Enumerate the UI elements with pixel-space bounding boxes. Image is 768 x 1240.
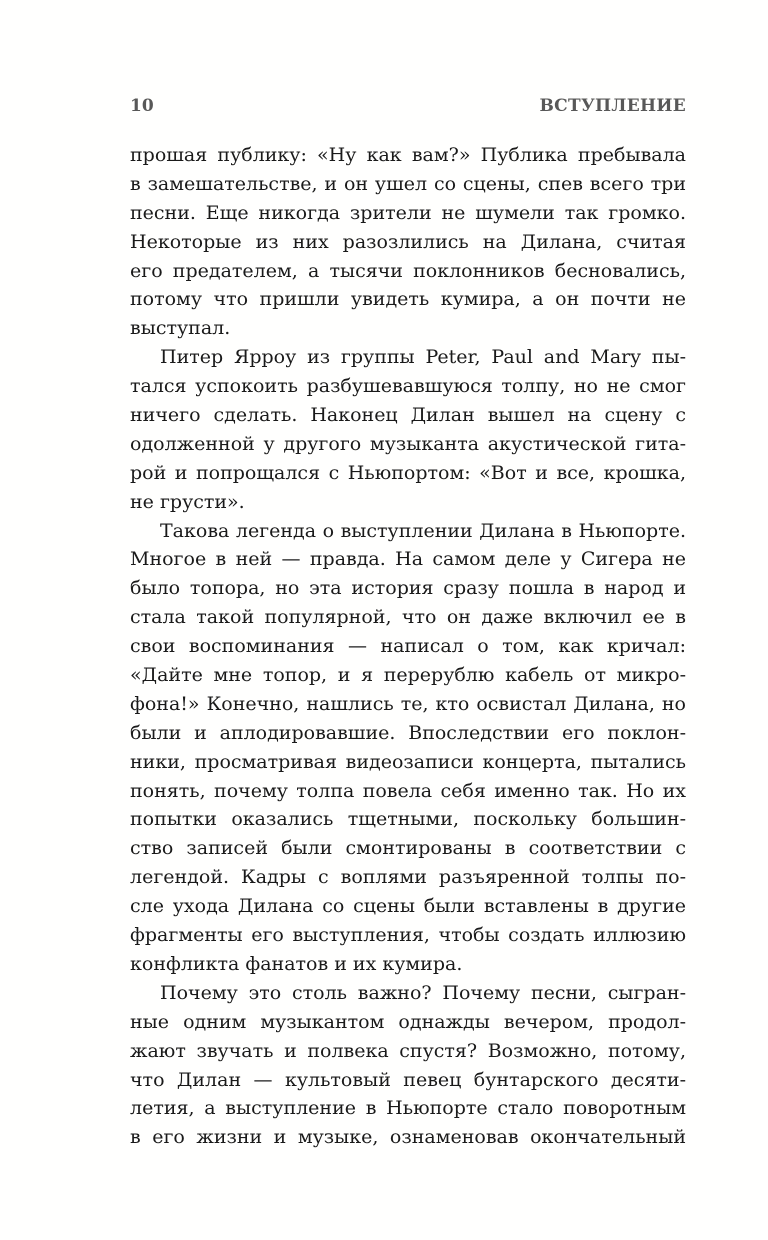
text-line: песни. Еще никогда зрители не шумели так громко. <box>130 201 686 224</box>
text-line: Некоторые из них разозлились на Дилана, считая <box>130 230 686 253</box>
text-line: свои воспоминания — написал о том, как кричал: <box>130 635 686 658</box>
text-line: Такова легенда о выступлении Дилана в Ньюпорте. <box>160 519 686 542</box>
text-line: стала такой популярной, что он даже включил ее в <box>130 606 686 629</box>
text-line: были и аплодировавшие. Впоследствии его поклон- <box>130 721 686 744</box>
text-line: ники, просматривая видеозаписи концерта, пытались <box>130 750 686 773</box>
section-title: ВСТУПЛЕНИЕ <box>539 96 686 116</box>
text-line: понять, почему толпа повела себя именно так. Но их <box>130 779 686 802</box>
text-line: ные одним музыкантом однажды вечером, продол- <box>130 1010 686 1033</box>
text-line: Многое в ней — правда. На самом деле у Сигера не <box>130 548 686 571</box>
text-line: конфликта фанатов и их кумира. <box>130 952 463 975</box>
text-line: в его жизни и музыке, ознаменовав окончательный <box>130 1126 686 1149</box>
paragraph <box>130 979 686 1152</box>
text-line: в замешательстве, и он ушел со сцены, спев всего три <box>130 172 686 195</box>
text-line: прошая публику: «Ну как вам?» Публика пребывала <box>130 144 686 166</box>
text-line: что Дилан — культовый певец бунтарского десяти- <box>130 1068 686 1091</box>
text-line: не грусти». <box>130 490 245 513</box>
text-line: потому что пришли увидеть кумира, а он почти не <box>130 288 686 311</box>
text-line: «Дайте мне топор, и я перерублю кабель от микро- <box>130 664 686 687</box>
text-line: жают звучать и полвека спустя? Возможно, потому, <box>130 1039 686 1062</box>
text-line: ничего сделать. Наконец Дилан вышел на сцену с <box>130 404 686 427</box>
paragraph <box>130 141 686 343</box>
text-line: рой и попрощался с Ньюпортом: «Вот и все, крошка, <box>130 461 686 484</box>
text-line: Почему это столь важно? Почему песни, сыгран- <box>160 981 686 1004</box>
running-head <box>130 96 686 122</box>
text-line: одолженной у другого музыканта акустической гита- <box>130 432 686 455</box>
paragraph <box>130 343 686 516</box>
text-line: Питер Ярроу из группы Peter, Paul and Mary пы- <box>160 346 686 369</box>
page-number: 10 <box>130 96 154 116</box>
text-line: его предателем, а тысячи поклонников бесновались, <box>130 259 686 282</box>
body-text <box>130 141 686 1152</box>
text-line: фона!» Конечно, нашлись те, кто освистал Дилана, но <box>130 692 686 715</box>
paragraph <box>130 517 686 979</box>
text-line: попытки оказались тщетными, поскольку большин- <box>130 808 686 831</box>
text-line: тался успокоить разбушевавшуюся толпу, но не смог <box>130 375 686 398</box>
text-line: летия, а выступление в Ньюпорте стало поворотным <box>130 1097 686 1120</box>
text-line: выступал. <box>130 317 231 340</box>
text-line: ство записей были смонтированы в соответствии с <box>130 837 686 860</box>
text-line: сле ухода Дилана со сцены были вставлены в другие <box>130 895 686 918</box>
text-line: фрагменты его выступления, чтобы создать иллюзию <box>130 924 686 947</box>
text-line: легендой. Кадры с воплями разъяренной толпы по- <box>130 866 686 889</box>
text-line: было топора, но эта история сразу пошла в народ и <box>130 577 686 600</box>
